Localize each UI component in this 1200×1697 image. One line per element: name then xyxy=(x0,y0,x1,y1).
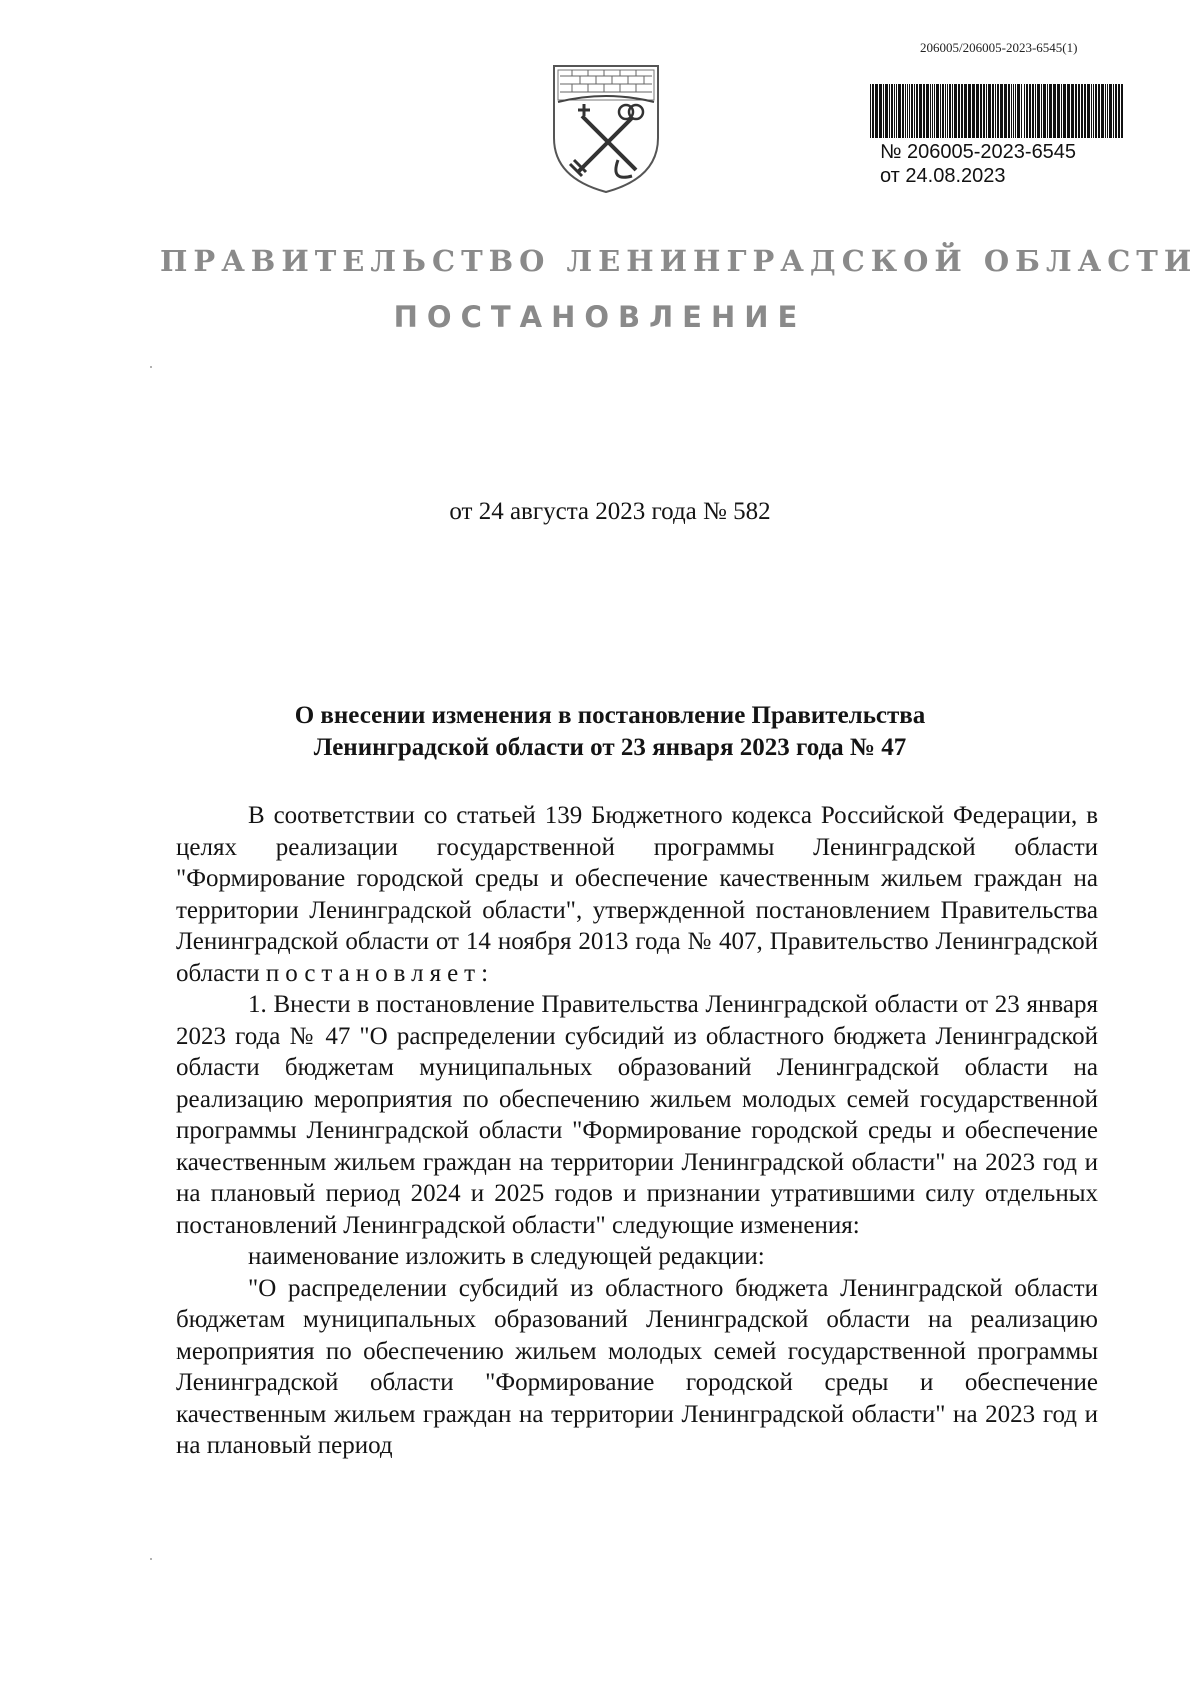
government-title: ПРАВИТЕЛЬСТВО ЛЕНИНГРАДСКОЙ ОБЛАСТИ xyxy=(160,244,1198,278)
new-name-paragraph: "О распределении субсидий из областного бюджета Ленинградской области бюджетам муниципальных образований Ленинградской области на реализацию мероприятия по обеспечению жильем молодых семей государственной программы Ленинградской области "Формирование городской среды и обеспечение качественным жильем граждан на территории Ленинградской области" на 2023 год и на плановый период xyxy=(176,1274,1098,1459)
registration-number: № 206005-2023-6545 xyxy=(880,141,1077,163)
coat-of-arms-icon xyxy=(548,60,664,196)
scan-speck xyxy=(150,1558,152,1560)
barcode-icon xyxy=(868,84,1126,138)
scan-speck xyxy=(150,366,152,368)
document-reference: 206005/206005-2023-6545(1) xyxy=(920,40,1078,55)
registration-date: от 24.08.2023 xyxy=(880,165,1006,187)
preamble-text: В соответствии со статьей 139 Бюджетного кодекса Российской Федерации, в целях реализации государственной программы Ленинградской области "Формирование городской среды и обеспечение качественным жильем граждан на территории Ленинградской области", утвержденной постановлением Правительства Ленинградской области от 14 ноября 2013 года № 407, Правительство Ленинградской области xyxy=(176,802,1098,987)
decree-date-number: от 24 августа 2023 года № 582 xyxy=(449,498,771,525)
decree-subject xyxy=(180,700,1040,764)
resolves-word: постановляет: xyxy=(265,959,495,987)
preamble-paragraph xyxy=(176,800,1098,989)
document-type-title: ПОСТАНОВЛЕНИЕ xyxy=(393,300,807,334)
decree-body xyxy=(176,800,1098,1462)
subject-line-1: О внесении изменения в постановление Правительства xyxy=(294,702,926,729)
item-1-paragraph: 1. Внести в постановление Правительства Ленинградской области от 23 января 2023 года № 47 "О распределении субсидий из областного бюджета Ленинградской области бюджетам муниципальных образований Ленинградской области на реализацию мероприятия по обеспечению жильем молодых семей государственной программы Ленинградской области "Формирование городской среды и обеспечение качественным жильем граждан на территории Ленинградской области" на 2023 год и на плановый период 2024 и 2025 годов и признании утратившими силу отдельных постановлений Ленинградской области" следующие изменения: xyxy=(176,991,1098,1239)
subject-line-2: Ленинградской области от 23 января 2023 года № 47 xyxy=(313,734,907,761)
item-1-sub-paragraph: наименование изложить в следующей редакции: xyxy=(248,1243,765,1270)
